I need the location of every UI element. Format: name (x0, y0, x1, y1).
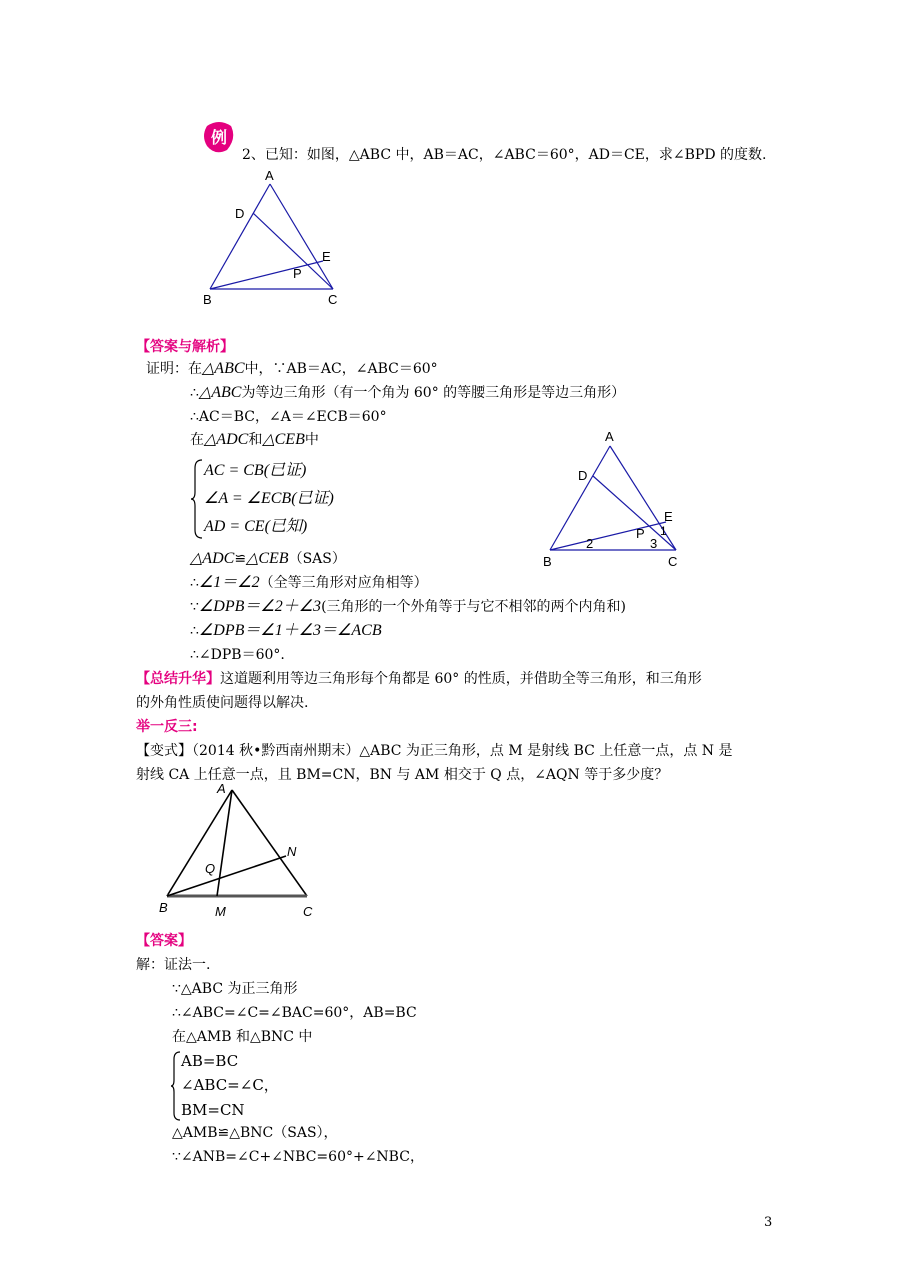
answer-line-4: 在△ADC和△CEB中 (190, 431, 319, 448)
answer2-line-3: ∴∠ABC=∠C=∠BAC=60°，AB=BC (172, 1005, 417, 1021)
page-number: 3 (764, 1215, 773, 1230)
svg-text:A: A (265, 168, 274, 183)
example-badge (203, 120, 235, 154)
svg-text:B: B (203, 292, 212, 307)
svg-text:C: C (303, 904, 313, 919)
svg-text:C: C (668, 554, 678, 569)
system-line-3: AD = CE(已知) (204, 518, 308, 535)
brace-1 (190, 458, 204, 540)
system-line-1: AC = CB(已证) (204, 462, 307, 479)
summary-line-1: 【总结升华】这道题利用等边三角形每个角都是 60° 的性质，并借助全等三角形，和三角形 (136, 671, 702, 687)
practice-line-2: 射线 CA 上任意一点，且 BM=CN，BN 与 AM 相交于 Q 点，∠AQN 等于多少度？ (136, 767, 669, 783)
svg-text:B: B (543, 554, 552, 569)
answer2-line-2: ∵△ABC 为正三角形 (172, 981, 298, 997)
answer-line-2: ∴△ABC为等边三角形（有一个角为 60° 的等腰三角形是等边三角形） (190, 384, 626, 401)
svg-text:Q: Q (205, 861, 216, 876)
system2-line-2: ∠ABC=∠C， (181, 1076, 279, 1094)
svg-text:A: A (605, 429, 614, 444)
svg-text:1: 1 (660, 524, 667, 538)
answer2-line-6: ∵∠ANB=∠C+∠NBC=60°+∠NBC， (172, 1149, 424, 1165)
svg-text:3: 3 (650, 536, 658, 551)
answer-line-3: ∴AC＝BC，∠A＝∠ECB＝60° (190, 409, 387, 425)
answer2-line-1: 解：证法一. (136, 957, 211, 973)
svg-text:例: 例 (210, 130, 228, 147)
svg-text:E: E (322, 249, 331, 264)
practice-line-1: 【变式】（2014 秋•黔西南州期末）△ABC 为正三角形，点 M 是射线 BC 上任意一点，点 N 是 (136, 743, 733, 759)
practice-heading: 举一反三: (136, 719, 198, 735)
answer-line-1: 证明：在△ABC中，∵AB＝AC，∠ABC＝60° (146, 360, 438, 377)
answer-line-9: ∴∠DPB＝60°. (190, 647, 285, 663)
svg-text:N: N (287, 844, 297, 859)
system-line-2: ∠A = ∠ECB(已证) (204, 490, 334, 507)
svg-text:D: D (578, 468, 588, 483)
answer2-line-5: △AMB≌△BNC（SAS）， (172, 1125, 338, 1141)
figure-triangle-1 (198, 166, 348, 311)
system2-line-1: AB=BC (181, 1052, 239, 1070)
svg-text:M: M (215, 904, 226, 919)
answer2-heading: 【答案】 (136, 933, 192, 949)
answer-line-7: ∵∠DPB＝∠2＋∠3(三角形的一个外角等于与它不相邻的两个内角和) (190, 598, 626, 615)
svg-text:2: 2 (586, 536, 594, 551)
answer-heading: 【答案与解析】 (136, 339, 234, 355)
svg-text:E: E (664, 509, 673, 524)
summary-line-2: 的外角性质使问题得以解决. (136, 695, 309, 711)
answer2-line-4: 在△AMB 和△BNC 中 (172, 1029, 313, 1045)
figure-triangle-3 (155, 782, 330, 922)
system2-line-3: BM=CN (181, 1101, 245, 1119)
answer-line-6: ∴∠1＝∠2（全等三角形对应角相等） (190, 574, 428, 591)
svg-text:A: A (217, 782, 226, 796)
svg-text:P: P (293, 266, 302, 281)
answer-line-5: △ADC≌△CEB（SAS） (190, 550, 346, 567)
figure-triangle-2 (538, 424, 693, 572)
answer-line-8: ∴∠DPB＝∠1＋∠3＝∠ACB (190, 622, 382, 639)
svg-text:C: C (328, 292, 338, 307)
example-question: 2、已知：如图，△ABC 中，AB＝AC，∠ABC＝60°，AD＝CE，求∠BPD 的度数. (242, 147, 767, 163)
svg-text:D: D (235, 206, 245, 221)
svg-text:P: P (636, 526, 645, 541)
svg-text:B: B (159, 900, 168, 915)
